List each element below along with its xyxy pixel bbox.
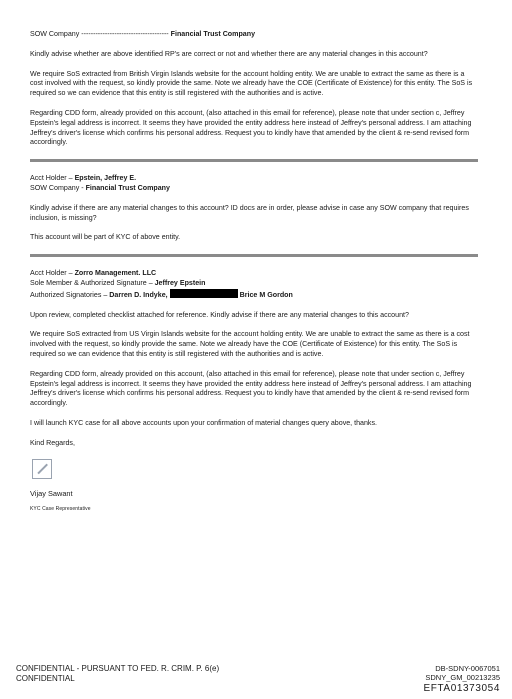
signer-title: KYC Case Representative <box>30 506 91 513</box>
bates-number: EFTA01373054 <box>423 682 500 694</box>
confidential-notice: CONFIDENTIAL <box>16 674 75 683</box>
paragraph: This account will be part of KYC of above entity. <box>30 233 181 242</box>
sow-company-line <box>30 184 478 194</box>
paragraph: We require SoS extracted from US Virgin Islands website for the account holding entity. We are unable to extract the same as there is a cost involved with the request, so kindly provide the same. Note we already have the COE (Certificate of Existence) for this entity. The SoS is required so we can evidence that this entity is still registered with the authorities and is active. <box>30 330 470 358</box>
sole-member-line <box>30 279 478 289</box>
bates-number: DB-SDNY-0067051 <box>435 664 500 673</box>
sow-company-value: Financial Trust Company <box>170 30 256 38</box>
acct-holder-label: Acct Holder – <box>30 269 75 278</box>
authorized-signatories-line <box>30 289 478 301</box>
bates-numbers <box>423 664 500 694</box>
paragraph: Kindly advise whether are above identified RP's are correct or not and whether there are any material changes in this account? <box>30 49 428 58</box>
paragraph: Kindly advise if there are any material changes to this account? ID docs are in order, please advise in case any SOW company that requires inclusion, is missing? <box>30 203 469 222</box>
closing: Kind Regards, <box>30 438 75 447</box>
confidentiality-footer <box>16 664 219 684</box>
acct-holder-label: Acct Holder – <box>30 174 75 183</box>
dashes: ------------------------------------- <box>81 30 169 38</box>
email-body <box>30 30 478 515</box>
authorized-signatories-label: Authorized Signatories – <box>30 290 110 299</box>
signatory-name: Darren D. Indyke, <box>109 290 168 299</box>
sow-company-line <box>30 30 478 40</box>
acct-holder-value: Zorro Management. LLC <box>74 269 157 278</box>
section-divider <box>30 254 478 257</box>
paragraph: Regarding CDD form, already provided on this account, (also attached in this email for reference), please note that under section c, Jeffrey Epstein's legal address is incorrect. It seems they have provided the entity address here instead of Jeffrey's personal address. I am attaching Jeffrey's driver's license which confirms his personal address. Request you to kindly have that amended by the client & re-send revised form accordingly. <box>30 369 472 408</box>
paragraph: Regarding CDD form, already provided on this account, (also attached in this email for reference), please note that under section c, Jeffrey Epstein's legal address is incorrect. It seems they have provided the entity address here instead of Jeffrey's personal address. I am attaching Jeffrey's driver's license which confirms his personal address. Request you to kindly have that amended by the client & re-send revised form accordingly. <box>30 108 472 147</box>
paragraph: We require SoS extracted from British Virgin Islands website for the account holding entity. We are unable to extract the same as there is a cost involved with the request, so kindly provide the same. Note we already have the COE (Certificate of Existence) for this entity. The SoS is required so we can evidence that this entity is still registered with the authorities and is active. <box>30 69 473 98</box>
paragraph: I will launch KYC case for all above accounts upon your confirmation of material changes query above, thanks. <box>30 418 377 427</box>
sow-company-label: SOW Company <box>30 30 80 38</box>
sow-company-value: Financial Trust Company <box>85 183 170 192</box>
acct-holder-line <box>30 269 478 279</box>
paragraph: Upon review, completed checklist attached for reference. Kindly advise if there are any material changes to this account? <box>30 310 409 319</box>
sole-member-label: Sole Member & Authorized Signature – <box>30 278 155 287</box>
acct-holder-line <box>30 174 478 184</box>
sole-member-value: Jeffrey Epstein <box>154 278 206 287</box>
bank-logo-icon <box>32 459 52 479</box>
sow-company-label: SOW Company - <box>30 183 86 192</box>
bates-number: SDNY_GM_00213235 <box>425 673 500 683</box>
section-divider <box>30 159 478 162</box>
signatory-name: Brice M Gordon <box>239 290 293 299</box>
acct-holder-value: Epstein, Jeffrey E. <box>74 174 137 183</box>
signer-name: Vijay Sawant <box>30 488 73 498</box>
redaction-box <box>170 289 238 298</box>
confidential-notice: CONFIDENTIAL - PURSUANT TO FED. R. CRIM. P. 6(e) <box>16 664 220 673</box>
